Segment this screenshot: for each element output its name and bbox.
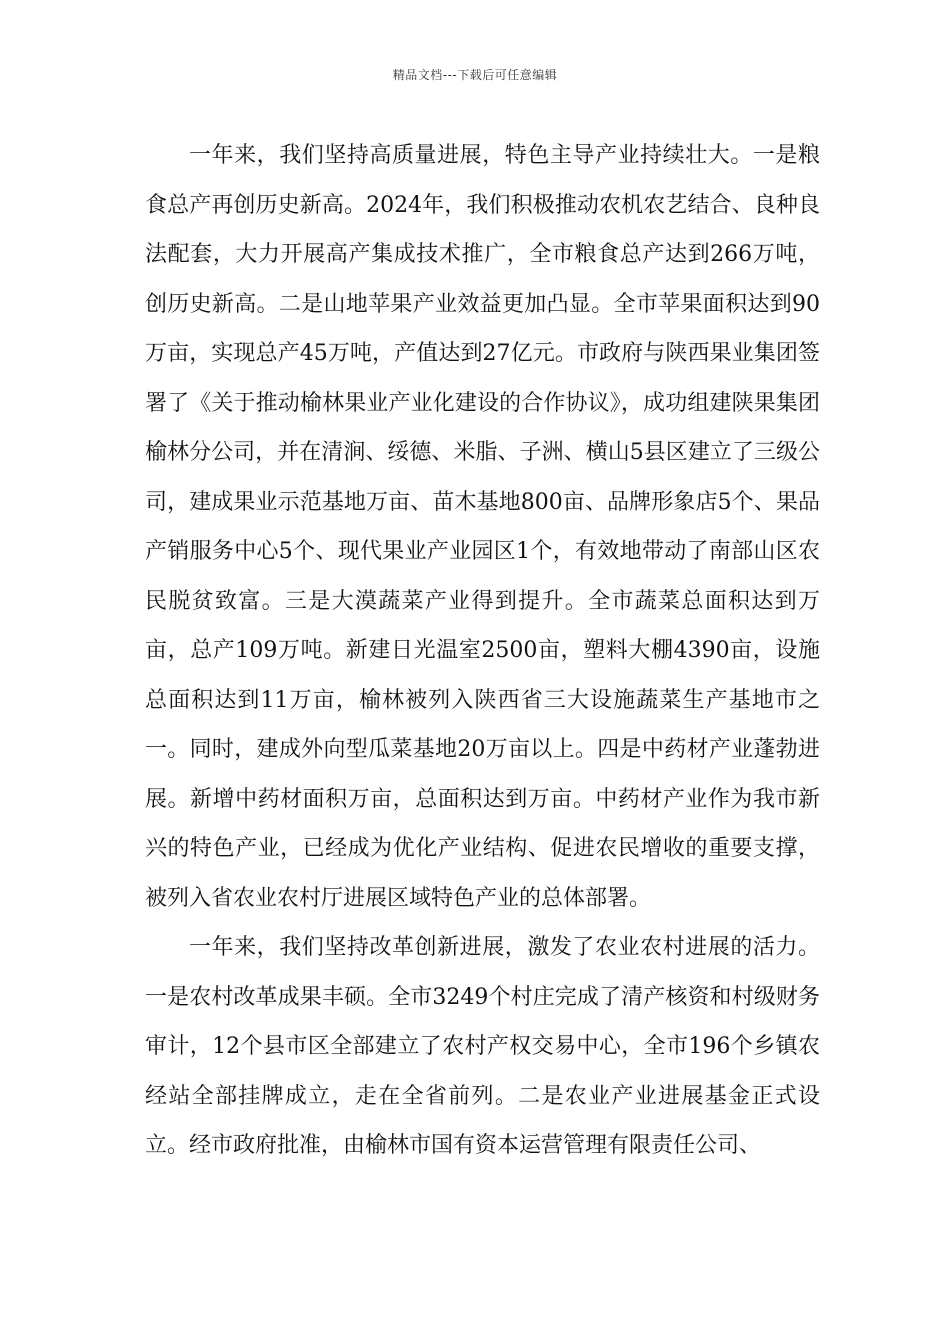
paragraph-1: 一年来，我们坚持高质量进展，特色主导产业持续壮大。一是粮食总产再创历史新高。2024年，我们积极推动农机农艺结合、良种良法配套，大力开展高产集成技术推广，全市粮食总产达到266万吨，创历史新高。二是山地苹果产业效益更加凸显。全市苹果面积达到90万亩，实现总产45万吨，产值达到27亿元。市政府与陕西果业集团签署了《关于推动榆林果业产业化建设的合作协议》，成功组建陕果集团榆林分公司，并在清涧、绥德、米脂、子洲、横山5县区建立了三级公司，建成果业示范基地万亩、苗木基地800亩、品牌形象店5个、果品产销服务中心5个、现代果业产业园区1个，有效地带动了南部山区农民脱贫致富。三是大漠蔬菜产业得到提升。全市蔬菜总面积达到万亩，总产109万吨。新建日光温室2500亩，塑料大棚4390亩，设施总面积达到11万亩，榆林被列入陕西省三大设施蔬菜生产基地市之一。同时，建成外向型瓜菜基地20万亩以上。四是中药材产业蓬勃进展。新增中药材面积万亩，总面积达到万亩。中药材产业作为我市新兴的特色产业，已经成为优化产业结构、促进农民增收的重要支撑，被列入省农业农村厅进展区域特色产业的总体部署。 [145,143,820,911]
document-body [145,131,820,1171]
paragraph-2: 一年来，我们坚持改革创新进展，激发了农业农村进展的活力。一是农村改革成果丰硕。全市3249个村庄完成了清产核资和村级财务审计，12个县市区全部建立了农村产权交易中心，全市196个乡镇农经站全部挂牌成立，走在全省前列。二是农业产业进展基金正式设立。经市政府批准，由榆林市国有资本运营管理有限责任公司、 [145,935,820,1158]
page-header: 精品文档---下载后可任意编辑 [392,68,558,82]
